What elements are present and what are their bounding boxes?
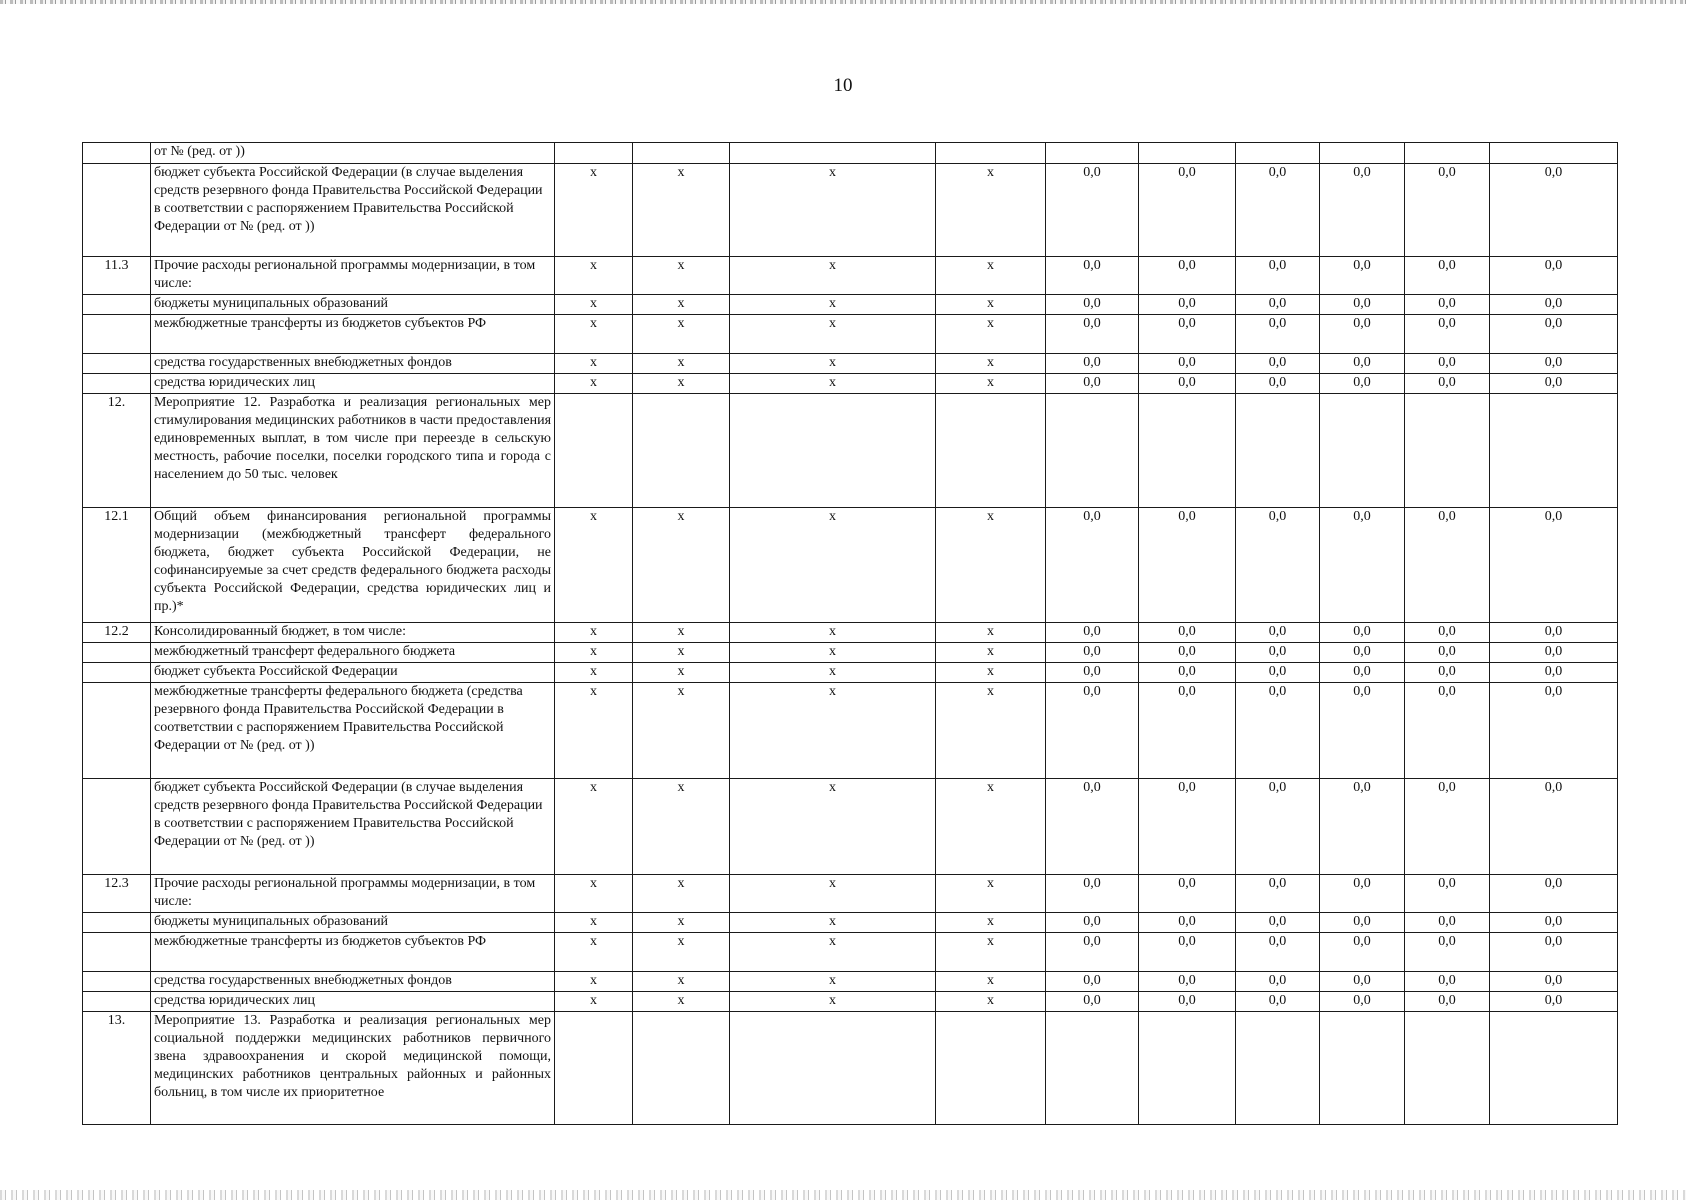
not-applicable-cell	[730, 394, 936, 508]
table-row	[83, 374, 1618, 394]
value-cell: 0,0	[1490, 164, 1618, 257]
value-cell	[1405, 394, 1490, 508]
not-applicable-cell: x	[936, 933, 1046, 972]
value-cell: 0,0	[1320, 374, 1405, 394]
table-row	[83, 354, 1618, 374]
not-applicable-cell	[555, 143, 633, 164]
row-number-cell	[83, 643, 151, 663]
value-cell: 0,0	[1236, 623, 1320, 643]
value-cell: 0,0	[1320, 354, 1405, 374]
row-number-cell	[83, 354, 151, 374]
value-cell: 0,0	[1320, 508, 1405, 623]
not-applicable-cell: x	[555, 623, 633, 643]
value-cell: 0,0	[1046, 643, 1139, 663]
value-cell: 0,0	[1490, 972, 1618, 992]
table-row	[83, 933, 1618, 972]
value-cell: 0,0	[1139, 972, 1236, 992]
not-applicable-cell: x	[555, 257, 633, 295]
table-row	[83, 508, 1618, 623]
not-applicable-cell: x	[730, 663, 936, 683]
value-cell: 0,0	[1236, 779, 1320, 875]
value-cell: 0,0	[1490, 623, 1618, 643]
row-number-cell	[83, 779, 151, 875]
not-applicable-cell: x	[936, 257, 1046, 295]
row-number-cell	[83, 164, 151, 257]
not-applicable-cell: x	[555, 354, 633, 374]
value-cell: 0,0	[1405, 683, 1490, 779]
row-number-cell: 12.	[83, 394, 151, 508]
value-cell: 0,0	[1320, 315, 1405, 354]
row-description-cell: бюджет субъекта Российской Федерации	[151, 663, 555, 683]
not-applicable-cell: x	[633, 257, 730, 295]
not-applicable-cell: x	[633, 508, 730, 623]
row-description-cell: Общий объем финансирования региональной программы модернизации (межбюджетный трансферт федерального бюджета, бюджет субъекта Российской Федерации, не софинансируемые за счет средств федерального бюджета расходы субъекта Российской Федерации, средства юридических лиц и пр.)*	[151, 508, 555, 623]
value-cell: 0,0	[1139, 875, 1236, 913]
row-description-cell: межбюджетный трансферт федерального бюджета	[151, 643, 555, 663]
value-cell	[1046, 1012, 1139, 1125]
value-cell: 0,0	[1139, 508, 1236, 623]
not-applicable-cell	[730, 143, 936, 164]
value-cell: 0,0	[1320, 683, 1405, 779]
value-cell: 0,0	[1490, 508, 1618, 623]
row-description-cell: межбюджетные трансферты из бюджетов субъектов РФ	[151, 315, 555, 354]
value-cell: 0,0	[1236, 875, 1320, 913]
value-cell: 0,0	[1139, 164, 1236, 257]
value-cell: 0,0	[1405, 354, 1490, 374]
row-description-cell: межбюджетные трансферты федерального бюджета (средства резервного фонда Правительства Российской Федерации в соответствии с распоряжением Правительства Российской Федерации от № (ред. от ))	[151, 683, 555, 779]
not-applicable-cell: x	[555, 374, 633, 394]
value-cell: 0,0	[1405, 933, 1490, 972]
not-applicable-cell: x	[730, 315, 936, 354]
not-applicable-cell: x	[730, 972, 936, 992]
value-cell	[1320, 394, 1405, 508]
row-number-cell	[83, 683, 151, 779]
not-applicable-cell: x	[730, 779, 936, 875]
not-applicable-cell: x	[633, 663, 730, 683]
table-row	[83, 1012, 1618, 1125]
row-number-cell: 12.3	[83, 875, 151, 913]
not-applicable-cell	[633, 1012, 730, 1125]
value-cell: 0,0	[1236, 663, 1320, 683]
not-applicable-cell	[936, 143, 1046, 164]
value-cell: 0,0	[1490, 992, 1618, 1012]
not-applicable-cell: x	[936, 623, 1046, 643]
value-cell: 0,0	[1139, 295, 1236, 315]
value-cell: 0,0	[1405, 164, 1490, 257]
row-number-cell	[83, 992, 151, 1012]
not-applicable-cell	[633, 394, 730, 508]
row-description-cell: бюджет субъекта Российской Федерации (в случае выделения средств резервного фонда Правительства Российской Федерации в соответствии с распоряжением Правительства Российской Федерации от № (ред. от ))	[151, 164, 555, 257]
value-cell: 0,0	[1139, 913, 1236, 933]
scan-edge-top	[0, 0, 1686, 4]
not-applicable-cell: x	[936, 315, 1046, 354]
not-applicable-cell	[730, 1012, 936, 1125]
value-cell: 0,0	[1139, 643, 1236, 663]
value-cell: 0,0	[1046, 164, 1139, 257]
not-applicable-cell: x	[633, 972, 730, 992]
not-applicable-cell: x	[936, 643, 1046, 663]
row-description-cell: бюджеты муниципальных образований	[151, 295, 555, 315]
not-applicable-cell: x	[633, 992, 730, 1012]
value-cell: 0,0	[1046, 972, 1139, 992]
value-cell: 0,0	[1320, 913, 1405, 933]
row-description-cell: средства юридических лиц	[151, 992, 555, 1012]
value-cell: 0,0	[1046, 508, 1139, 623]
row-description-cell: Прочие расходы региональной программы модернизации, в том числе:	[151, 875, 555, 913]
value-cell: 0,0	[1236, 295, 1320, 315]
value-cell: 0,0	[1236, 164, 1320, 257]
value-cell: 0,0	[1236, 508, 1320, 623]
table-row	[83, 394, 1618, 508]
value-cell: 0,0	[1320, 623, 1405, 643]
table-row	[83, 875, 1618, 913]
value-cell: 0,0	[1139, 315, 1236, 354]
value-cell: 0,0	[1046, 663, 1139, 683]
not-applicable-cell: x	[555, 164, 633, 257]
value-cell: 0,0	[1046, 257, 1139, 295]
value-cell: 0,0	[1139, 663, 1236, 683]
value-cell: 0,0	[1320, 164, 1405, 257]
value-cell: 0,0	[1236, 257, 1320, 295]
not-applicable-cell: x	[555, 683, 633, 779]
not-applicable-cell: x	[936, 354, 1046, 374]
not-applicable-cell: x	[633, 933, 730, 972]
value-cell: 0,0	[1236, 643, 1320, 663]
not-applicable-cell: x	[555, 315, 633, 354]
not-applicable-cell: x	[936, 875, 1046, 913]
row-description-cell: средства государственных внебюджетных фондов	[151, 354, 555, 374]
value-cell: 0,0	[1236, 972, 1320, 992]
table-row	[83, 779, 1618, 875]
row-description-cell: межбюджетные трансферты из бюджетов субъектов РФ	[151, 933, 555, 972]
row-number-cell	[83, 315, 151, 354]
value-cell: 0,0	[1320, 663, 1405, 683]
table-row	[83, 663, 1618, 683]
row-number-cell	[83, 295, 151, 315]
not-applicable-cell: x	[730, 295, 936, 315]
table-row	[83, 295, 1618, 315]
row-description-cell: Мероприятие 13. Разработка и реализация региональных мер социальной поддержки медицинских работников первичного звена здравоохранения и скорой медицинской помощи, медицинских работников центральных районных и районных больниц, в том числе их приоритетное	[151, 1012, 555, 1125]
not-applicable-cell: x	[730, 933, 936, 972]
value-cell: 0,0	[1405, 315, 1490, 354]
row-description-cell: Мероприятие 12. Разработка и реализация региональных мер стимулирования медицинских работников в части предоставления единовременных выплат, в том числе при переезде в сельскую местность, рабочие поселки, поселки городского типа и города с населением до 50 тыс. человек	[151, 394, 555, 508]
value-cell: 0,0	[1405, 643, 1490, 663]
row-number-cell	[83, 663, 151, 683]
not-applicable-cell: x	[936, 683, 1046, 779]
not-applicable-cell	[936, 394, 1046, 508]
budget-table	[82, 142, 1618, 1125]
value-cell: 0,0	[1320, 992, 1405, 1012]
table-row	[83, 992, 1618, 1012]
scan-edge-bottom	[0, 1190, 1686, 1200]
not-applicable-cell: x	[555, 972, 633, 992]
not-applicable-cell: x	[730, 623, 936, 643]
value-cell: 0,0	[1490, 643, 1618, 663]
value-cell: 0,0	[1405, 972, 1490, 992]
not-applicable-cell: x	[633, 875, 730, 913]
not-applicable-cell: x	[730, 875, 936, 913]
row-description-cell: бюджеты муниципальных образований	[151, 913, 555, 933]
not-applicable-cell: x	[555, 875, 633, 913]
table-row	[83, 643, 1618, 663]
value-cell: 0,0	[1320, 257, 1405, 295]
row-number-cell	[83, 972, 151, 992]
value-cell	[1405, 1012, 1490, 1125]
row-number-cell	[83, 913, 151, 933]
not-applicable-cell: x	[936, 374, 1046, 394]
value-cell: 0,0	[1490, 354, 1618, 374]
value-cell: 0,0	[1046, 295, 1139, 315]
not-applicable-cell: x	[633, 683, 730, 779]
not-applicable-cell: x	[633, 374, 730, 394]
value-cell: 0,0	[1490, 315, 1618, 354]
not-applicable-cell: x	[633, 623, 730, 643]
not-applicable-cell: x	[936, 663, 1046, 683]
not-applicable-cell: x	[730, 913, 936, 933]
table-row	[83, 257, 1618, 295]
not-applicable-cell: x	[633, 164, 730, 257]
not-applicable-cell	[555, 1012, 633, 1125]
value-cell: 0,0	[1139, 374, 1236, 394]
value-cell	[1236, 143, 1320, 164]
row-description-cell: средства юридических лиц	[151, 374, 555, 394]
value-cell: 0,0	[1405, 295, 1490, 315]
value-cell	[1405, 143, 1490, 164]
not-applicable-cell: x	[730, 508, 936, 623]
value-cell: 0,0	[1405, 508, 1490, 623]
value-cell	[1320, 1012, 1405, 1125]
value-cell	[1046, 143, 1139, 164]
value-cell: 0,0	[1320, 643, 1405, 663]
value-cell: 0,0	[1236, 354, 1320, 374]
table-row	[83, 623, 1618, 643]
value-cell: 0,0	[1046, 354, 1139, 374]
value-cell: 0,0	[1405, 913, 1490, 933]
value-cell: 0,0	[1236, 992, 1320, 1012]
value-cell: 0,0	[1046, 779, 1139, 875]
value-cell: 0,0	[1490, 875, 1618, 913]
not-applicable-cell: x	[555, 295, 633, 315]
table-row	[83, 164, 1618, 257]
value-cell: 0,0	[1139, 354, 1236, 374]
value-cell: 0,0	[1490, 374, 1618, 394]
not-applicable-cell: x	[936, 779, 1046, 875]
table-row	[83, 143, 1618, 164]
value-cell	[1490, 394, 1618, 508]
value-cell: 0,0	[1139, 623, 1236, 643]
not-applicable-cell: x	[936, 913, 1046, 933]
value-cell: 0,0	[1405, 875, 1490, 913]
table-body	[83, 143, 1618, 1125]
value-cell: 0,0	[1236, 374, 1320, 394]
not-applicable-cell: x	[730, 683, 936, 779]
value-cell: 0,0	[1490, 295, 1618, 315]
value-cell: 0,0	[1139, 933, 1236, 972]
value-cell: 0,0	[1139, 257, 1236, 295]
value-cell: 0,0	[1320, 933, 1405, 972]
not-applicable-cell: x	[555, 779, 633, 875]
value-cell	[1236, 394, 1320, 508]
row-number-cell: 11.3	[83, 257, 151, 295]
value-cell	[1139, 394, 1236, 508]
value-cell: 0,0	[1320, 295, 1405, 315]
value-cell: 0,0	[1046, 992, 1139, 1012]
page-number: 10	[833, 75, 853, 96]
value-cell: 0,0	[1046, 623, 1139, 643]
not-applicable-cell	[555, 394, 633, 508]
value-cell: 0,0	[1320, 972, 1405, 992]
value-cell	[1490, 1012, 1618, 1125]
not-applicable-cell: x	[633, 315, 730, 354]
value-cell: 0,0	[1320, 779, 1405, 875]
not-applicable-cell: x	[633, 295, 730, 315]
value-cell	[1236, 1012, 1320, 1125]
not-applicable-cell: x	[936, 295, 1046, 315]
not-applicable-cell: x	[730, 354, 936, 374]
table-row	[83, 913, 1618, 933]
value-cell: 0,0	[1046, 683, 1139, 779]
not-applicable-cell: x	[555, 933, 633, 972]
row-description-cell: от № (ред. от ))	[151, 143, 555, 164]
value-cell: 0,0	[1236, 933, 1320, 972]
not-applicable-cell: x	[633, 779, 730, 875]
not-applicable-cell: x	[936, 992, 1046, 1012]
value-cell	[1490, 143, 1618, 164]
value-cell: 0,0	[1046, 374, 1139, 394]
value-cell: 0,0	[1236, 683, 1320, 779]
value-cell: 0,0	[1139, 779, 1236, 875]
not-applicable-cell: x	[730, 164, 936, 257]
not-applicable-cell: x	[555, 992, 633, 1012]
row-number-cell: 12.1	[83, 508, 151, 623]
row-description-cell: Прочие расходы региональной программы модернизации, в том числе:	[151, 257, 555, 295]
not-applicable-cell	[633, 143, 730, 164]
not-applicable-cell: x	[555, 643, 633, 663]
not-applicable-cell: x	[936, 164, 1046, 257]
row-description-cell: средства государственных внебюджетных фондов	[151, 972, 555, 992]
table-row	[83, 315, 1618, 354]
row-number-cell	[83, 933, 151, 972]
value-cell: 0,0	[1405, 257, 1490, 295]
value-cell: 0,0	[1236, 913, 1320, 933]
not-applicable-cell: x	[633, 913, 730, 933]
value-cell: 0,0	[1139, 683, 1236, 779]
not-applicable-cell: x	[936, 508, 1046, 623]
not-applicable-cell: x	[633, 643, 730, 663]
value-cell: 0,0	[1405, 779, 1490, 875]
not-applicable-cell: x	[730, 992, 936, 1012]
not-applicable-cell: x	[936, 972, 1046, 992]
value-cell: 0,0	[1139, 992, 1236, 1012]
row-description-cell: бюджет субъекта Российской Федерации (в случае выделения средств резервного фонда Правительства Российской Федерации в соответствии с распоряжением Правительства Российской Федерации от № (ред. от ))	[151, 779, 555, 875]
row-number-cell	[83, 143, 151, 164]
row-number-cell: 13.	[83, 1012, 151, 1125]
not-applicable-cell: x	[555, 508, 633, 623]
value-cell: 0,0	[1046, 875, 1139, 913]
value-cell: 0,0	[1405, 992, 1490, 1012]
not-applicable-cell: x	[555, 663, 633, 683]
value-cell: 0,0	[1490, 779, 1618, 875]
not-applicable-cell	[936, 1012, 1046, 1125]
value-cell	[1046, 394, 1139, 508]
row-number-cell: 12.2	[83, 623, 151, 643]
value-cell	[1139, 143, 1236, 164]
table-row	[83, 683, 1618, 779]
row-description-cell: Консолидированный бюджет, в том числе:	[151, 623, 555, 643]
value-cell	[1320, 143, 1405, 164]
value-cell: 0,0	[1405, 374, 1490, 394]
not-applicable-cell: x	[730, 643, 936, 663]
not-applicable-cell: x	[730, 374, 936, 394]
not-applicable-cell: x	[555, 913, 633, 933]
value-cell: 0,0	[1490, 933, 1618, 972]
value-cell	[1139, 1012, 1236, 1125]
value-cell: 0,0	[1236, 315, 1320, 354]
value-cell: 0,0	[1405, 623, 1490, 643]
not-applicable-cell: x	[633, 354, 730, 374]
value-cell: 0,0	[1046, 315, 1139, 354]
value-cell: 0,0	[1046, 913, 1139, 933]
value-cell: 0,0	[1405, 663, 1490, 683]
value-cell: 0,0	[1320, 875, 1405, 913]
row-number-cell	[83, 374, 151, 394]
not-applicable-cell: x	[730, 257, 936, 295]
value-cell: 0,0	[1490, 257, 1618, 295]
value-cell: 0,0	[1490, 683, 1618, 779]
table-row	[83, 972, 1618, 992]
value-cell: 0,0	[1490, 913, 1618, 933]
value-cell: 0,0	[1046, 933, 1139, 972]
value-cell: 0,0	[1490, 663, 1618, 683]
